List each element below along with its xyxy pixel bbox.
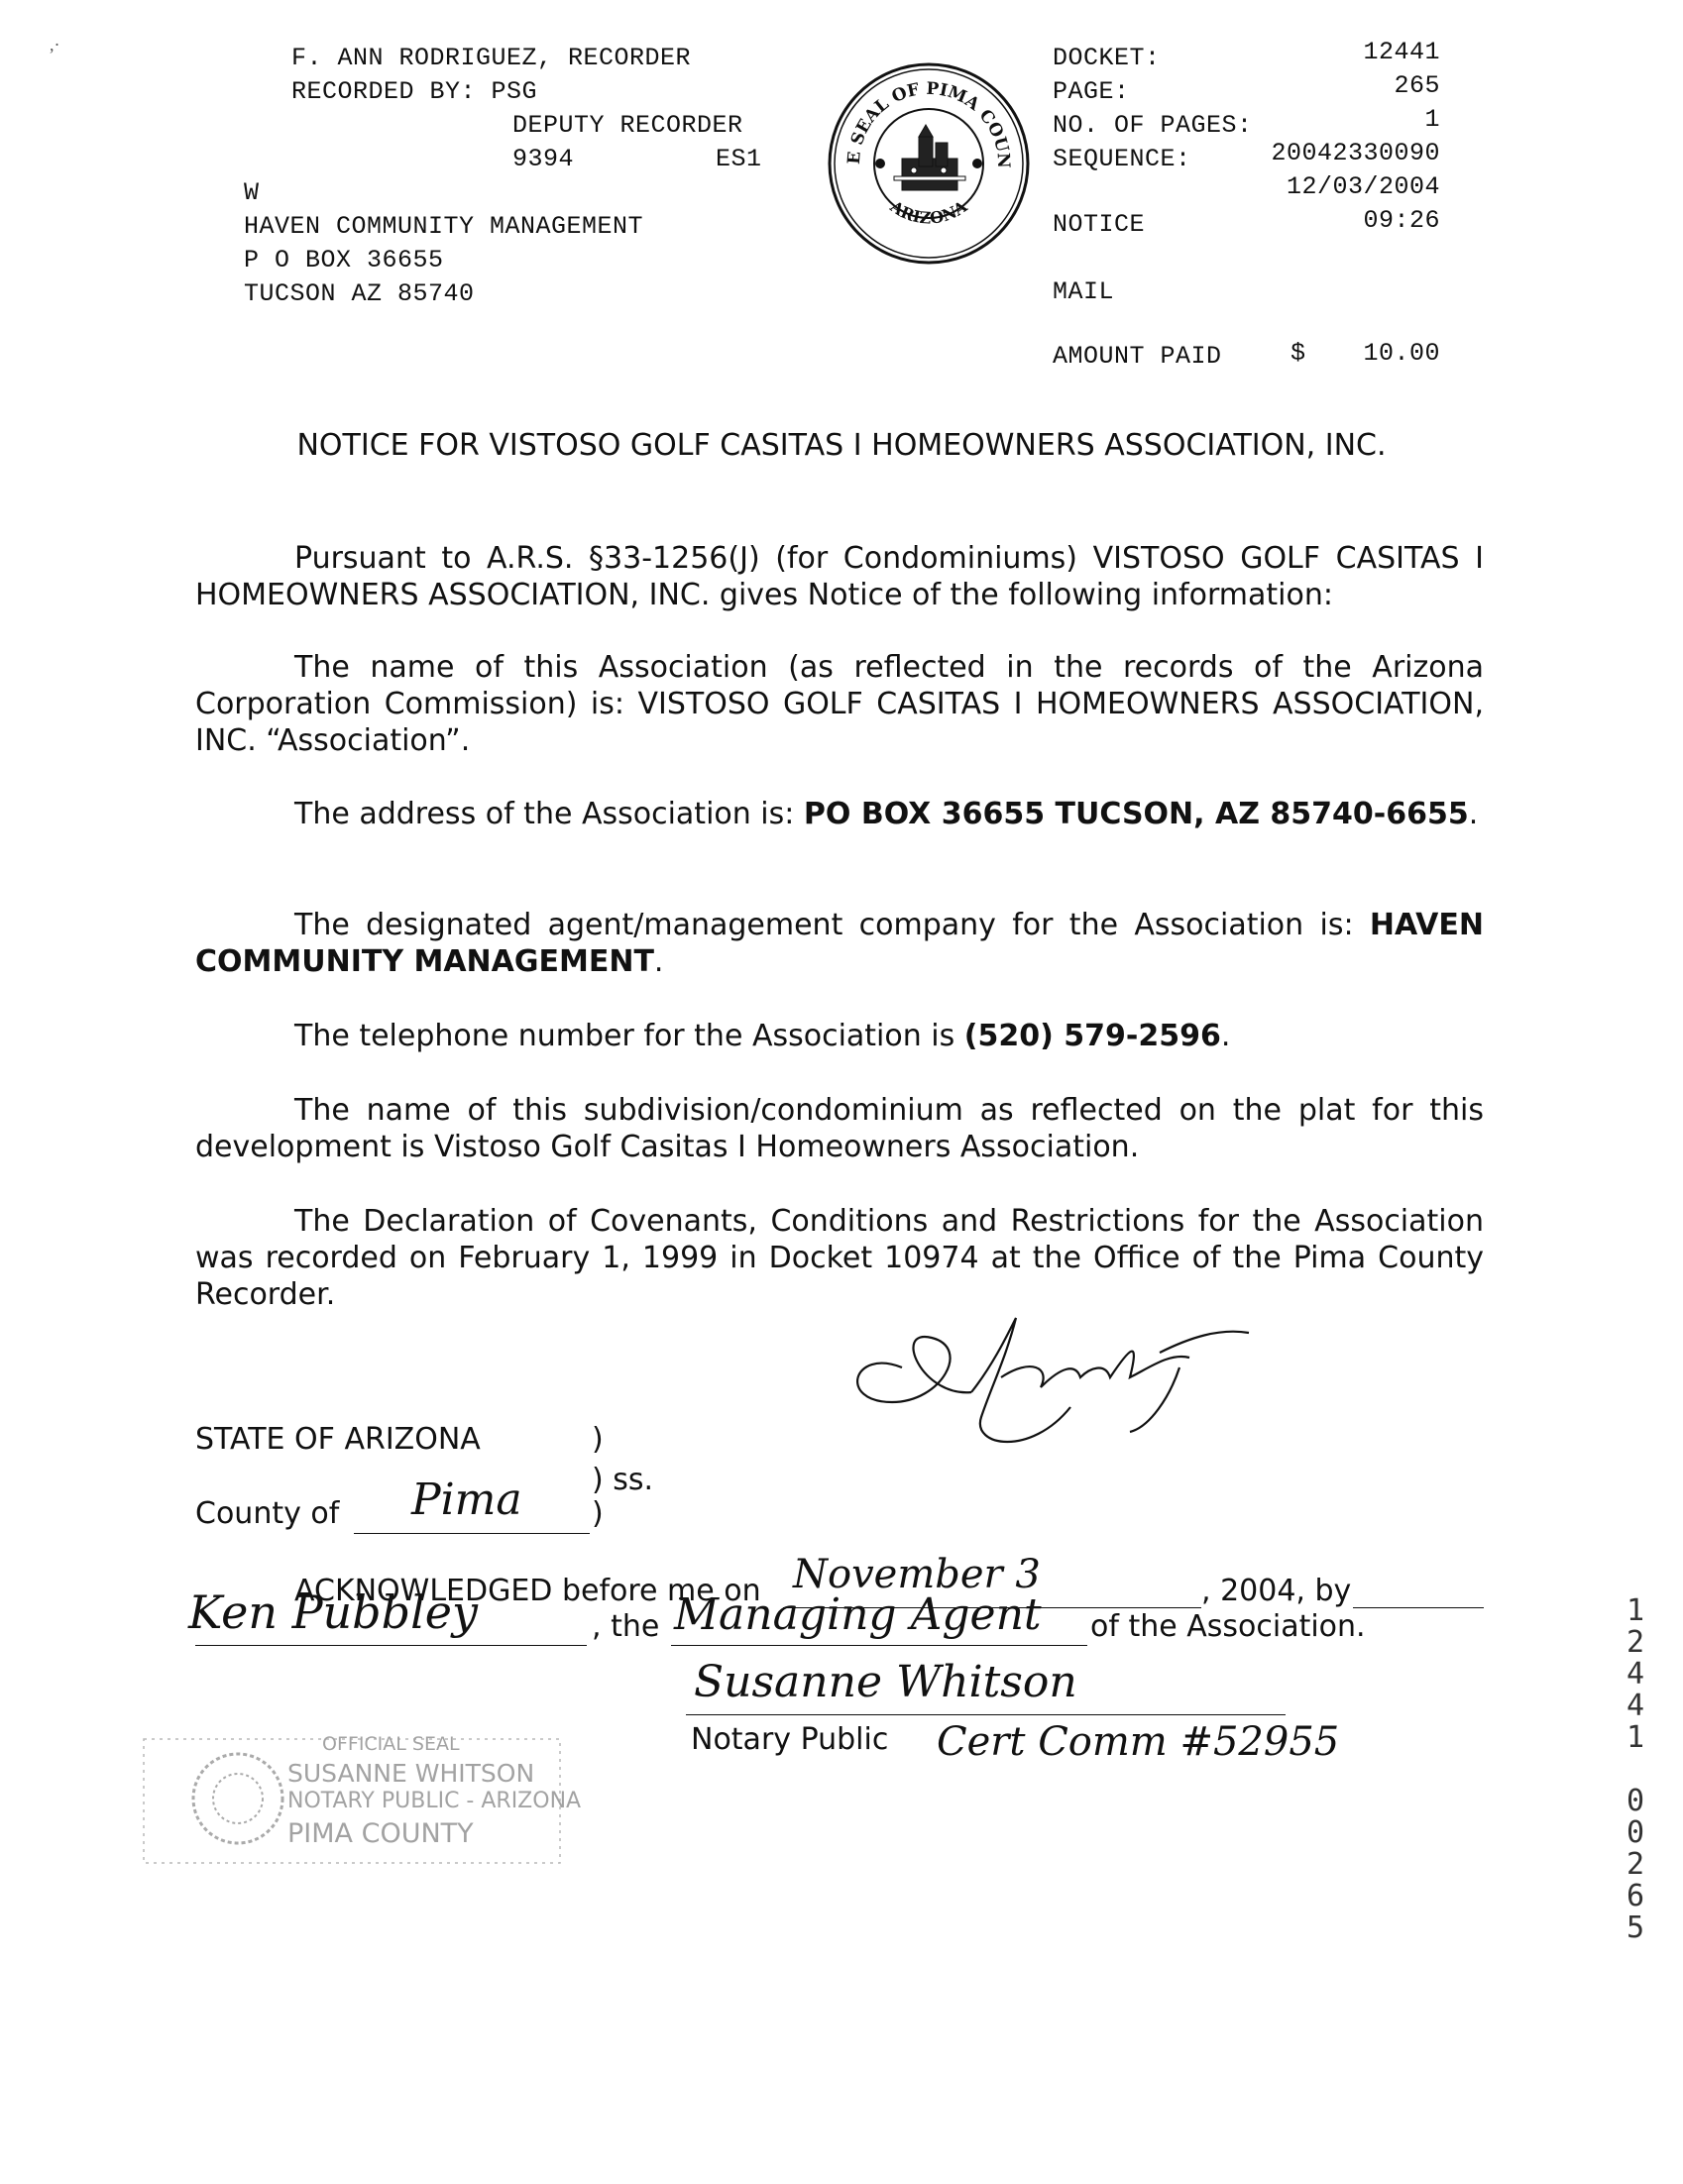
svg-text:ARIZONA <box>886 196 971 227</box>
page-label: PAGE: <box>1053 77 1130 106</box>
stamp-line: OFFICIAL SEAL <box>322 1733 460 1755</box>
return-address-line: TUCSON AZ 85740 <box>244 279 475 308</box>
page-value: 265 <box>1394 71 1440 100</box>
management-company: HAVEN COMMUNITY MANAGEMENT <box>195 908 1484 979</box>
notary-public-label: Notary Public <box>691 1722 889 1757</box>
by-name-line <box>195 1645 587 1646</box>
sequence-label: SEQUENCE: <box>1053 145 1191 173</box>
recorded-by: RECORDED BY: PSG <box>291 77 538 106</box>
acknowledged-label: ACKNOWLEDGED before me on <box>294 1574 761 1608</box>
margin-digit: 0 <box>1626 1815 1645 1850</box>
venue-ss: ) ss. <box>592 1463 654 1497</box>
paragraph-agent <box>195 907 1484 980</box>
role-line <box>671 1645 1087 1646</box>
notice-label: NOTICE <box>1053 210 1146 239</box>
paragraph-text: The designated agent/management company for the Association is: <box>294 908 1370 942</box>
commission-handwritten: Cert Comm #52955 <box>937 1719 1340 1765</box>
association-address: PO BOX 36655 TUCSON, AZ 85740-6655 <box>803 797 1469 831</box>
by-name-handwritten: Ken Pubbley <box>188 1585 478 1639</box>
recorder-name: F. ANN RODRIGUEZ, RECORDER <box>291 44 692 72</box>
notary-stamp <box>139 1729 582 1873</box>
margin-digit: 1 <box>1626 1720 1645 1755</box>
document-title: NOTICE FOR VISTOSO GOLF CASITAS I HOMEOWNERS ASSOCIATION, INC. <box>296 428 1387 463</box>
paragraph-telephone <box>195 1018 1484 1054</box>
notary-signature-handwritten: Susanne Whitson <box>694 1657 1077 1707</box>
return-code: W <box>244 178 260 207</box>
recorder-code-2: ES1 <box>716 145 762 173</box>
county-line <box>354 1533 590 1534</box>
paragraph-subdivision <box>195 1092 1484 1165</box>
sequence-value: 20042330090 <box>1271 139 1440 167</box>
docket-value: 12441 <box>1363 38 1440 66</box>
paragraph-text: The name of this subdivision/condominium as reflected on the plat for this development is Vistoso Golf Casitas I Homeowners Association. <box>195 1093 1484 1164</box>
currency-symbol: $ <box>1290 339 1306 368</box>
seal-text-bottom: ARIZONA <box>886 196 971 228</box>
pages-label: NO. OF PAGES: <box>1053 111 1253 140</box>
paragraph-pursuant <box>195 540 1484 613</box>
margin-digit: 4 <box>1626 1689 1645 1723</box>
margin-digit <box>1616 1754 1655 1786</box>
corner-mark: ,· <box>50 35 60 55</box>
paragraph-end: . <box>1468 797 1479 831</box>
venue-paren: ) <box>592 1496 604 1531</box>
margin-digit: 5 <box>1626 1911 1645 1945</box>
notary-signature-line <box>686 1714 1286 1715</box>
stamp-line: NOTARY PUBLIC - ARIZONA <box>287 1789 582 1813</box>
return-address-line: P O BOX 36655 <box>244 246 444 274</box>
stamp-line: PIMA COUNTY <box>287 1818 474 1849</box>
county-label: County of <box>195 1496 340 1531</box>
by-line <box>1353 1607 1484 1608</box>
return-address-line: HAVEN COMMUNITY MANAGEMENT <box>244 212 644 241</box>
paragraph-text: The telephone number for the Association is <box>294 1019 964 1053</box>
paragraph-declaration <box>195 1203 1484 1313</box>
role-handwritten: Managing Agent <box>674 1589 1042 1640</box>
margin-document-number <box>1616 1595 1655 1944</box>
record-time: 09:26 <box>1363 206 1440 235</box>
deputy-recorder: DEPUTY RECORDER <box>512 111 743 140</box>
of-association: of the Association. <box>1090 1609 1366 1644</box>
stamp-line: SUSANNE WHITSON <box>287 1759 535 1788</box>
paragraph-end: . <box>1220 1019 1231 1053</box>
docket-label: DOCKET: <box>1053 44 1161 72</box>
mail-label: MAIL <box>1053 277 1115 306</box>
state-label: STATE OF ARIZONA <box>195 1422 481 1457</box>
ack-date-handwritten: November 3 <box>793 1552 1041 1597</box>
paragraph-address <box>195 796 1484 832</box>
association-phone: (520) 579-2596 <box>963 1019 1221 1053</box>
margin-digit: 2 <box>1626 1625 1645 1660</box>
agent-signature <box>833 1308 1259 1457</box>
margin-digit: 0 <box>1626 1784 1645 1818</box>
paragraph-end: . <box>653 944 664 979</box>
margin-digit: 6 <box>1626 1879 1645 1913</box>
margin-digit: 1 <box>1626 1593 1645 1628</box>
venue-paren: ) <box>592 1422 604 1457</box>
pima-county-seal <box>825 59 1033 268</box>
margin-digit: 2 <box>1626 1847 1645 1882</box>
the-label: , the <box>592 1609 660 1644</box>
recorder-code: 9394 <box>512 145 575 173</box>
amount-label: AMOUNT PAID <box>1053 342 1222 371</box>
pages-value: 1 <box>1424 105 1440 134</box>
paragraph-text: The address of the Association is: <box>294 797 804 831</box>
record-date: 12/03/2004 <box>1286 172 1440 201</box>
paragraph-text: The Declaration of Covenants, Conditions and Restrictions for the Association was recorded on February 1, 1999 in Docket 10974 at the Office of the Pima County Recorder. <box>195 1204 1484 1312</box>
county-handwritten: Pima <box>411 1474 522 1525</box>
paragraph-text: The name of this Association (as reflected in the records of the Arizona Corporation Commission) is: VISTOSO GOLF CASITAS I HOMEOWNERS ASSOCIATION, INC. “Association”. <box>195 650 1484 758</box>
seal-text-top: E SEAL OF PIMA COUN <box>843 78 1014 169</box>
paragraph-association-name <box>195 649 1484 759</box>
ack-year: , 2004, by <box>1201 1574 1352 1608</box>
margin-digit: 4 <box>1626 1657 1645 1692</box>
amount-value: 10.00 <box>1363 339 1440 368</box>
paragraph-text: Pursuant to A.R.S. §33-1256(J) (for Condominiums) VISTOSO GOLF CASITAS I HOMEOWNERS ASSOCIATION, INC. gives Notice of the following information: <box>195 541 1484 612</box>
